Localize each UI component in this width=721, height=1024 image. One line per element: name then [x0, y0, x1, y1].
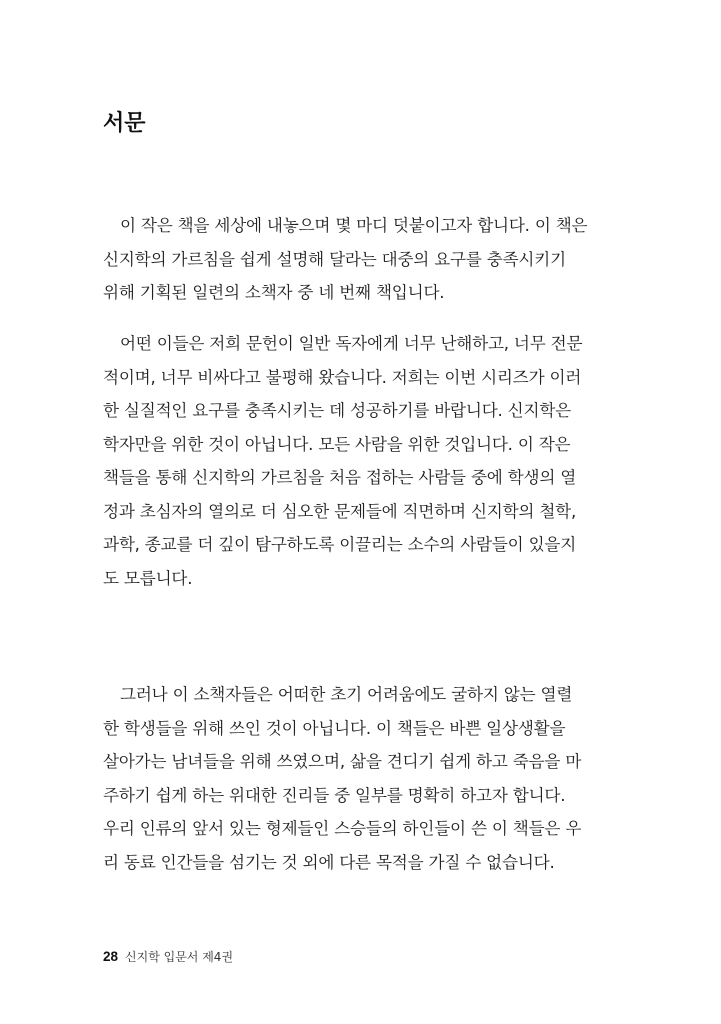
page-footer	[103, 948, 233, 965]
text-line: 리 동료 인간들을 섬기는 것 외에 다른 목적을 가질 수 없습니다.	[103, 852, 555, 872]
paragraph-1	[103, 209, 597, 310]
text-line: 주하기 쉽게 하는 위대한 진리들 중 일부를 명확히 하고자 합니다.	[103, 785, 566, 805]
text-line: 우리 인류의 앞서 있는 형제들인 스승들의 하인들이 쓴 이 책들은 우	[103, 819, 582, 838]
paragraph-3	[103, 678, 597, 879]
text-line: 과학, 종교를 더 깊이 탐구하도록 이끌리는 소수의 사람들이 있을지	[103, 535, 577, 554]
text-line: 이 작은 책을 세상에 내놓으며 몇 마디 덧붙이고자 합니다. 이 책은	[120, 216, 588, 235]
text-line: 그러나 이 소책자들은 어떠한 초기 어려움에도 굴하지 않는 열렬	[120, 685, 573, 704]
running-title: 신지학 입문서 제4권	[125, 950, 234, 964]
text-line: 한 실질적인 요구를 충족시키는 데 성공하기를 바랍니다. 신지학은	[103, 401, 571, 420]
text-line: 한 학생들을 위해 쓰인 것이 아닙니다. 이 책들은 바쁜 일상생활을	[103, 718, 566, 738]
text-line: 학자만을 위한 것이 아닙니다. 모든 사람을 위한 것입니다. 이 작은	[103, 434, 571, 454]
text-line: 위해 기획된 일련의 소책자 중 네 번째 책입니다.	[103, 283, 445, 302]
text-line: 정과 초심자의 열의로 더 심오한 문제들에 직면하며 신지학의 철학,	[103, 501, 577, 521]
text-line: 신지학의 가르침을 쉽게 설명해 달라는 대중의 요구를 충족시키기	[103, 249, 566, 269]
text-line: 적이며, 너무 비싸다고 불평해 왔습니다. 저희는 이번 시리즈가 이러	[103, 367, 582, 387]
page-title: 서문	[103, 110, 146, 136]
text-line: 책들을 통해 신지학의 가르침을 처음 접하는 사람들 중에 학생의 열	[103, 468, 577, 487]
text-line: 도 모릅니다.	[103, 568, 193, 588]
page-number: 28	[103, 949, 119, 964]
text-line: 살아가는 남녀들을 위해 쓰였으며, 삶을 견디기 쉽게 하고 죽음을 마	[103, 752, 582, 771]
paragraph-2	[103, 327, 597, 595]
text-line: 어떤 이들은 저희 문헌이 일반 독자에게 너무 난해하고, 너무 전문	[120, 334, 583, 353]
